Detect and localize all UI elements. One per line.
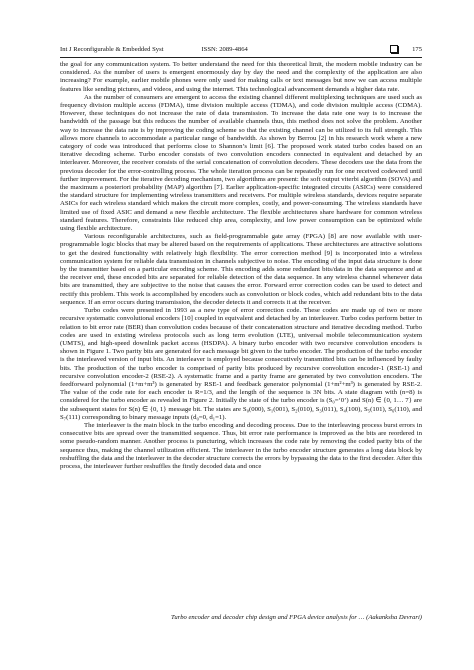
paragraph: As the number of consumers are emergent to access the existing channel different multiplexing techniques are used such as frequency division multiple access (FDMA), time division multiple access (TDMA), and code division multiple access (CDMA). However, these techniques do not increase the rate of data transmission. To increase the data rate one way is to increase the bandwidth of the passage but this reduces the number of available channels thus, this method does not solve the problem. Another way to increase the data rate is by improving the coding scheme so that the existing channel can be utilized to its full strength. This allows more channels to accommodate a particular range of bandwidth. As shown by Berrou [2] in his research work where a new category of code was introduced that performs close to Shannon’s limit [6]. The proposed work stated turbo codes based on an iterative decoding scheme. Turbo encoder consists of two convolution encoders connected in equivalent and detached by an interleaver. Moreover, the receiver consists of the serial concatenation of convolution decoders. These decoders use the data from the previous decoder for the error-controlling process. The whole iteration process can be repeatedly run for one received codeword until further improvement. For the iterative decoding mechanism, two algorithms are present: the soft output viterbi algorithm (SOVA) and the maximum a posteriori probability (MAP) algorithm [7]. Earlier application-specific integrated circuits (ASICs) were considered the standard structure for implementing wireless transmitters and receivers. For multiple wireless standards, devices require separate ASICs for each wireless standard which makes the circuit more complex, costly, and power-consuming. The wireless standards have limited use of fixed ASIC and demand a new flexible architecture. The flexible architectures share hardware for common wireless standard features. Therefore, constraints like reduced chip area, complexity, and low power consumption can be optimized while using flexible architecture. bbox=[60, 93, 422, 233]
page-number: 175 bbox=[412, 45, 422, 53]
paragraph: Various reconfigurable architectures, such as field-programmable gate array (FPGA) [8] are now available with user-programmable logic blocks that may be altered based on the requirements of applications. These architectures are attractive solutions to get the desired functionality with relatively high flexibility. The error correction method [9] is incorporated into a wireless communication system for reliable data transmission in channels subjective to noise. The encoding of the input data structure is done by the transmitter based on a particular encoding scheme. This encoding adds some redundant bits/data in the data sequence and at the receiver end, these encoded bits are separated for reliable detection of the data sequence. In any wireless channel whenever data bits are transmitted, they are subjective to the noise that causes the error. Forward error correction codes can be used to detect and rectify this problem. This work is accomplished by encoders such as convolution or block codes, which add redundant bits to the data sequence. If an error occurs during transmission, the decoder detects it and corrects it at the receiver. bbox=[60, 233, 422, 306]
running-footer: Turbo encoder and decoder chip design and FPGA device analysis for … (Aakanksha Devrari) bbox=[171, 614, 422, 621]
journal-name: Int J Reconfigurable & Embedded Syst bbox=[60, 45, 164, 53]
header-rule bbox=[60, 57, 422, 58]
page-box-icon bbox=[390, 45, 398, 53]
issn: ISSN: 2089-4864 bbox=[201, 45, 248, 53]
body-text bbox=[60, 61, 422, 471]
paragraph: The interleaver is the main block in the turbo encoding and decoding process. Due to the interleaving process burst errors in consecutive bits are spread over the transmitted sequence. Thus, bit error rate performance is improved as the bits are reordered in some pseudo-random manner. Another process is puncturing, which increases the code rate by removing the coded parity bits of the sequence thus, making the channel utilization efficient. The interleaver in the turbo encoder structure generates a long data block by reshuffling the data and the interleaver in the decoder structure corrects the errors by bypassing the data to the first decoder. After this process, the interleaver further reshuffles the firstly decoded data and once bbox=[60, 421, 422, 470]
running-header bbox=[60, 43, 422, 55]
paragraph: Turbo codes were presented in 1993 as a new type of error correction code. These codes are made up of two or more recursive systematic convolutional encoders [10] coupled in equivalent and detached by an interleaver. Turbo codes perform better in relation to bit error rate (BER) than convolution codes because of their concatenation structure and iterative decoding method. Turbo codes are used in existing wireless protocols such as long term evolution (LTE), universal mobile telecommunication system (UMTS), and high-speed downlink packet access (HSDPA). A binary turbo encoder with two recursive convolution encoders is shown in Figure 1. Two parity bits are generated for each message bit given to the turbo encoder. The production of the turbo encoder is the interleaved version of input bits. An interleaver is employed because consecutively transmitted bits can be influenced by faulty bits. The production of the turbo encoder is comprised of parity bits produced by recursive convolution encoder-1 (RSE-1) and recursive convolution encoder-2 (RSE-2). A systematic frame and a parity frame are generated by two convolution encoders. The feedforward polynomial (1+m+m³) is generated by RSE-1 and feedback generator polynomial (1+m²+m³) is generated by RSE-2. The value of the code rate for each encoder is R=1/3, and the length of the sequence is 3N bits. A state diagram with (n=8) is considered for the turbo encoder as revealed in Figure 2. Initially the state of the turbo encoder is (S₀=‘0’) and S(n) ∈ {0, 1… 7} are the subsequent states for S(n) ∈ {0, 1} message bit. The states are S₀(000), S₁(001), S₂(010), S₃(011), S₄(100), S₅(101), S₆(110), and S₇(111) corresponding to binary message inputs (d₀=0, d₁=1). bbox=[60, 307, 422, 421]
paragraph: the goal for any communication system. To better understand the need for this theoretical limit, the modern mobile industry can be considered. As the number of users is emergent enormously day by day the need and the complexity of the application are also increasing? For example, earlier mobile phones were only used for making calls or text messages but now we can access multiple features like sending pictures, and videos, and using the internet. This technological advancement demands a higher data rate. bbox=[60, 61, 422, 93]
